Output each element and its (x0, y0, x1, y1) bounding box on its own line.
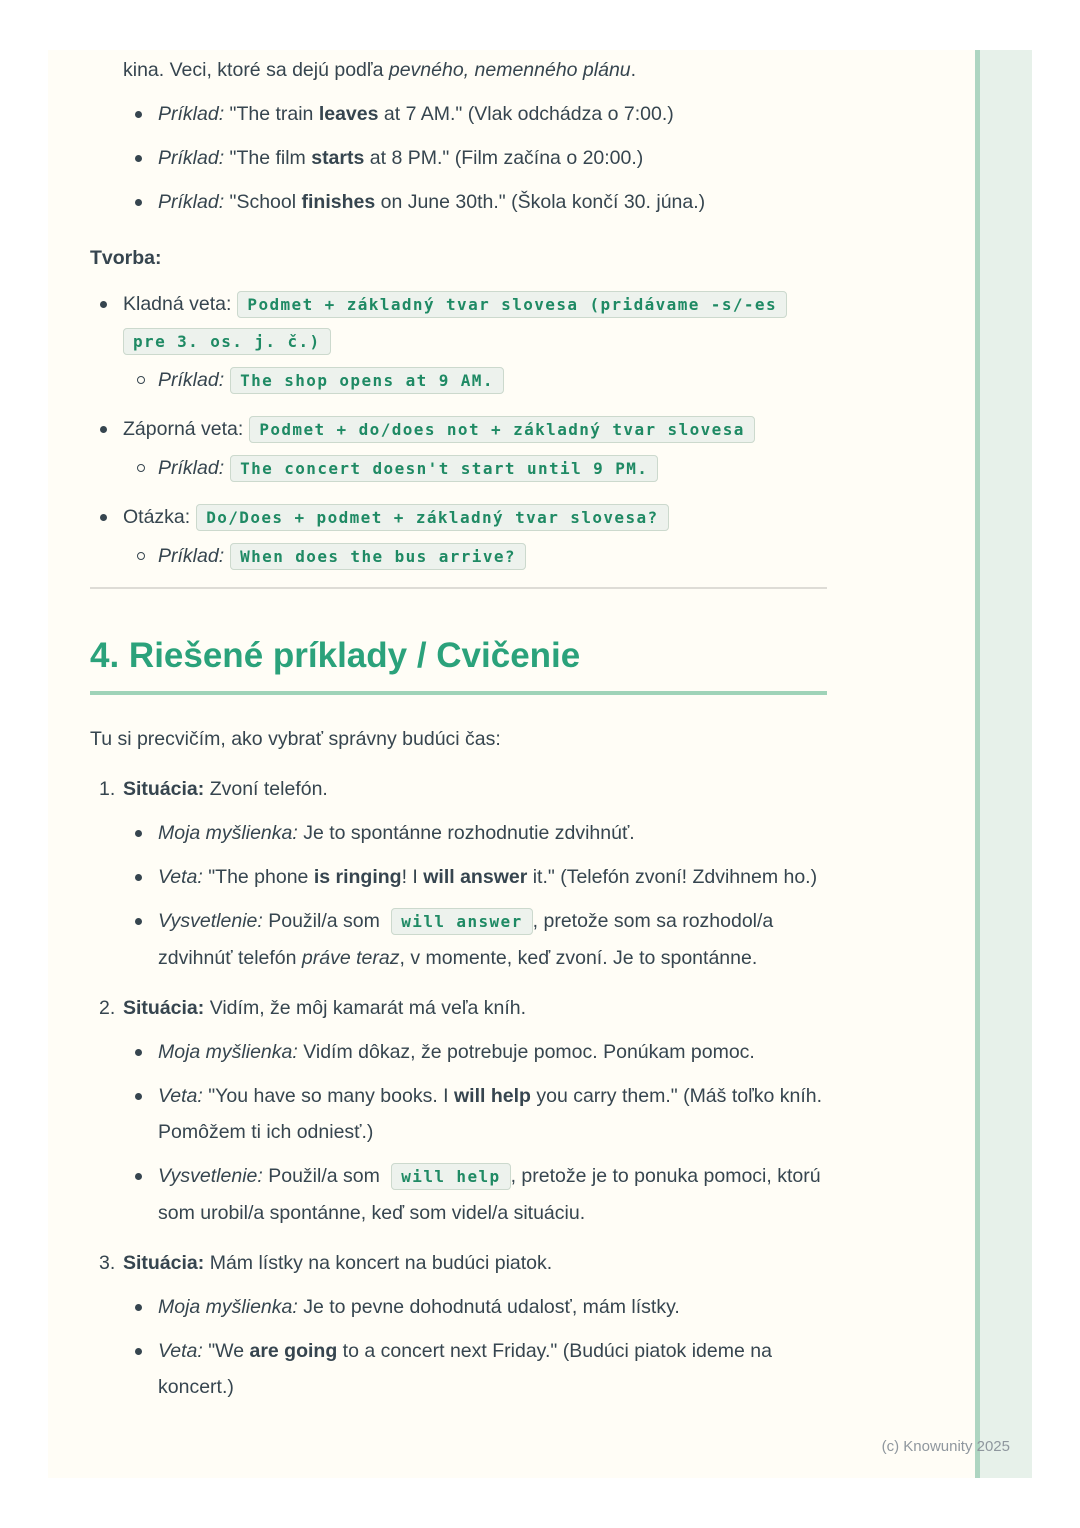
list-item: Príklad: "The film starts at 8 PM." (Film začína o 20:00.) (158, 140, 827, 176)
right-green-strip (975, 50, 1032, 1478)
sub-list-item (158, 450, 827, 487)
italic-phrase: práve teraz (301, 947, 400, 969)
situation-label: Situácia: (123, 997, 205, 1019)
veta-item: Veta: "You have so many books. I will help you carry them." (Máš toľko kníh. Pomôžem ti ich odniesť.) (158, 1078, 827, 1150)
explanation-item: Vysvetlenie: Použil/a som will help , pretože je to ponuka pomoci, ktorú som urobil/a spontánne, keď som videl/a situáciu. (158, 1158, 827, 1231)
bullet-icon (135, 1348, 142, 1355)
example-label: Príklad: (158, 457, 225, 479)
situation-bullets (123, 815, 827, 976)
situation-number: 1. (99, 778, 116, 800)
bullet-icon (135, 1093, 142, 1100)
situations-list (90, 771, 827, 1405)
veta-label: Veta: (158, 1085, 203, 1107)
situation-label: Situácia: (123, 1252, 205, 1274)
situation-bullets (123, 1034, 827, 1231)
example-label: Príklad: (158, 103, 225, 125)
veta-label: Veta: (158, 1340, 203, 1362)
section-heading: 4. Riešené príklady / Cvičenie (90, 635, 827, 695)
situation-bullets (123, 1289, 827, 1405)
bullet-icon (135, 111, 142, 118)
bullet-icon (100, 514, 107, 521)
bullet-icon (135, 1049, 142, 1056)
thought-label: Moja myšlienka: (158, 1041, 298, 1063)
bullet-icon (135, 155, 142, 162)
bullet-icon (135, 1304, 142, 1311)
situation-label: Situácia: (123, 778, 205, 800)
tvorba-sublist (123, 450, 827, 487)
veta-item: Veta: "The phone is ringing! I will answer it." (Telefón zvoní! Zdvihnem ho.) (158, 859, 827, 895)
thought-label: Moja myšlienka: (158, 1296, 298, 1318)
example-list (90, 96, 827, 220)
situation-number: 3. (99, 1252, 116, 1274)
thought-item: Moja myšlienka: Vidím dôkaz, že potrebuje pomoc. Ponúkam pomoc. (158, 1034, 827, 1070)
copyright-watermark: (c) Knowunity 2025 (881, 1438, 1010, 1455)
example-code-chip: The concert doesn't start until 9 PM. (230, 455, 658, 482)
example-label: Príklad: (158, 147, 225, 169)
circle-bullet-icon (137, 376, 145, 384)
veta-label: Veta: (158, 866, 203, 888)
sub-list-item (158, 538, 827, 575)
example-code-chip: The shop opens at 9 AM. (230, 367, 504, 394)
situation-item-3: 3. Situácia: Mám lístky na koncert na budúci piatok. Moja myšlienka: Je to pevne dohodnutá udalosť, mám lístky. Veta: "We are going to a concert next Friday." (Budúci piatok ideme na koncert.) (123, 1245, 827, 1405)
situation-item-1: 1. Situácia: Zvoní telefón. Moja myšlienka: Je to spontánne rozhodnutie zdvihnúť. Veta: "The phone is ringing! I will answer it." (Telefón zvoní! Zdvihnem ho.) Vysvetlenie: Použil/a som will answer , pretože som sa rozhodol/a zdvihnúť telefón práve teraz, v momente, keď zvoní. Je to spontánne. (123, 771, 827, 976)
bullet-icon (135, 199, 142, 206)
italic-phrase: pevného, nemenného plánu (388, 59, 631, 81)
thought-item: Moja myšlienka: Je to pevne dohodnutá udalosť, mám lístky. (158, 1289, 827, 1325)
circle-bullet-icon (137, 552, 145, 560)
explanation-label: Vysvetlenie: (158, 910, 263, 932)
bullet-icon (135, 1173, 142, 1180)
bullet-icon (135, 874, 142, 881)
tvorba-sublist (123, 538, 827, 575)
bullet-icon (100, 301, 107, 308)
tvorba-label: Otázka: (123, 506, 191, 528)
situation-number: 2. (99, 997, 116, 1019)
inline-code-chip: will answer (391, 908, 532, 935)
list-item-otazka (123, 499, 827, 575)
situation-item-2: 2. Situácia: Vidím, že môj kamarát má veľa kníh. Moja myšlienka: Vidím dôkaz, že potrebuje pomoc. Ponúkam pomoc. Veta: "You have so many books. I will help you carry them." (Máš toľko kníh. Pomôžem ti ich odniesť.) Vysvetlenie: Použil/a som will help , pretože je to ponuka pomoci, ktorú som urobil/a spontánne, keď som videl/a situáciu. (123, 990, 827, 1231)
bullet-icon (135, 830, 142, 837)
tvorba-heading: Tvorba: (90, 247, 162, 269)
inline-code-chip: will help (391, 1163, 510, 1190)
exercise-intro: Tu si precvičím, ako vybrať správny budúci čas: (90, 728, 501, 750)
formula-code-chip: Do/Does + podmet + základný tvar slovesa? (196, 504, 668, 531)
sub-list-item (158, 362, 827, 399)
tvorba-label: Záporná veta: (123, 418, 244, 440)
tvorba-list (90, 286, 827, 575)
explanation-label: Vysvetlenie: (158, 1165, 263, 1187)
list-item-zaporna-veta (123, 411, 827, 487)
continuation-paragraph: kina. Veci, ktoré sa dejú podľa pevného, nemenného plánu. (123, 59, 637, 81)
example-label: Príklad: (158, 369, 225, 391)
formula-code-chip-wrap: pre 3. os. j. č.) (123, 328, 331, 355)
circle-bullet-icon (137, 464, 145, 472)
formula-code-chip: Podmet + do/does not + základný tvar slovesa (249, 416, 754, 443)
veta-item: Veta: "We are going to a concert next Friday." (Budúci piatok ideme na koncert.) (158, 1333, 827, 1405)
tvorba-label: Kladná veta: (123, 293, 232, 315)
example-label: Príklad: (158, 545, 225, 567)
thought-label: Moja myšlienka: (158, 822, 298, 844)
list-item-kladna-veta (123, 286, 827, 399)
list-item: Príklad: "The train leaves at 7 AM." (Vlak odchádza o 7:00.) (158, 96, 827, 132)
section-divider (90, 587, 827, 589)
list-item: Príklad: "School finishes on June 30th." (Škola končí 30. júna.) (158, 184, 827, 220)
tvorba-sublist (123, 362, 827, 399)
explanation-item: Vysvetlenie: Použil/a som will answer , pretože som sa rozhodol/a zdvihnúť telefón práve teraz, v momente, keď zvoní. Je to spontánne. (158, 903, 827, 976)
thought-item: Moja myšlienka: Je to spontánne rozhodnutie zdvihnúť. (158, 815, 827, 851)
formula-code-chip: Podmet + základný tvar slovesa (pridávame -s/-es (237, 291, 787, 318)
document-content (90, 52, 827, 1419)
example-code-chip: When does the bus arrive? (230, 543, 526, 570)
example-label: Príklad: (158, 191, 225, 213)
bullet-icon (100, 426, 107, 433)
bullet-icon (135, 918, 142, 925)
